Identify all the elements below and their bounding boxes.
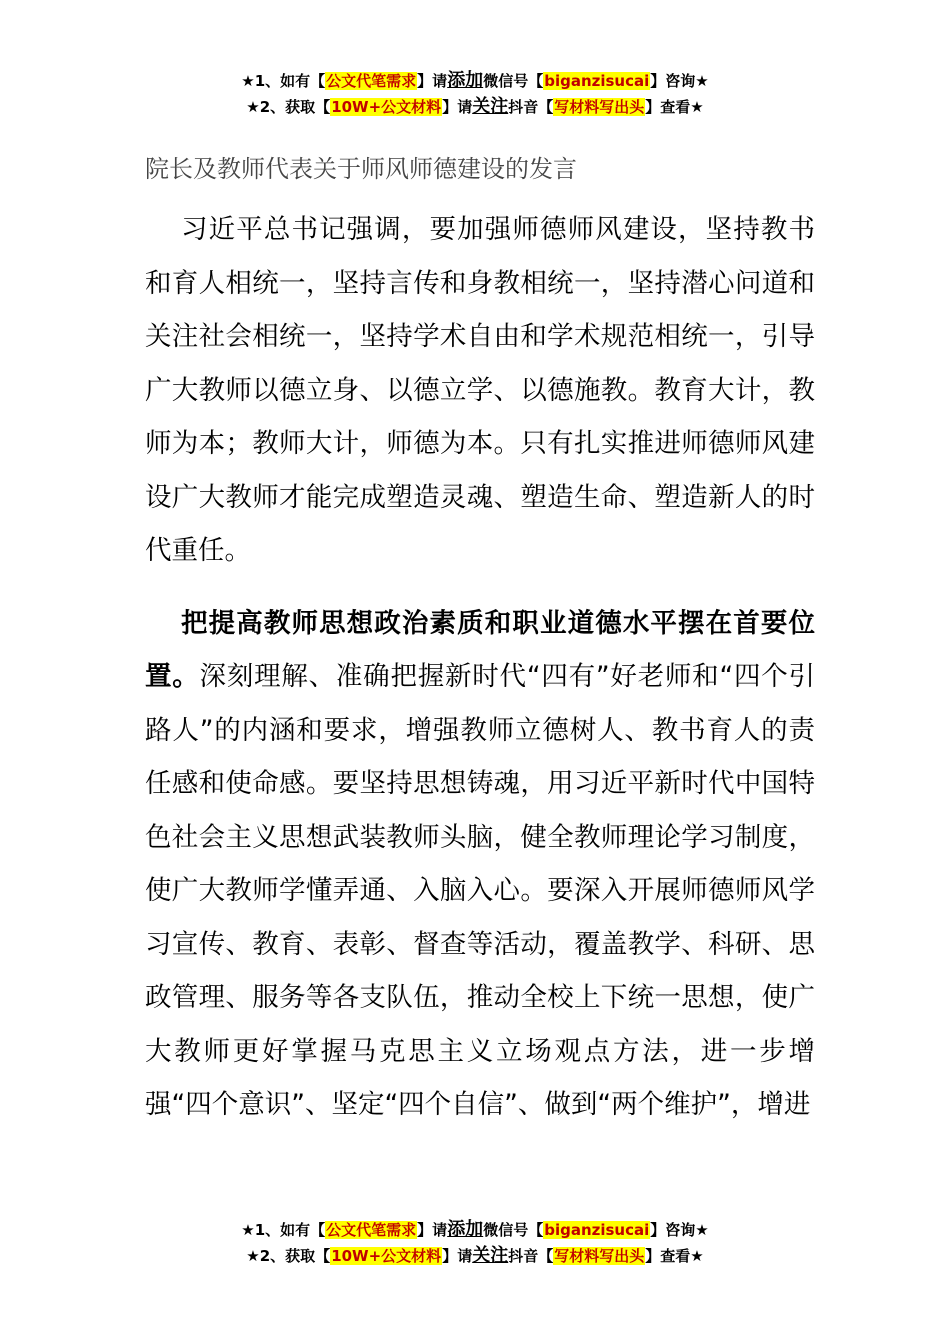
highlight-douyin-account: 写材料写出头 (554, 98, 645, 116)
highlight-service: 公文代笔需求 (326, 1221, 417, 1239)
header-banner (0, 68, 950, 120)
banner-line-1: ★1、如有【公文代笔需求】请添加微信号【biganzisucai】咨询★ (241, 70, 709, 91)
document-body (145, 145, 815, 1132)
highlight-service: 公文代笔需求 (326, 72, 417, 90)
banner-line-2: ★2、获取【10W+公文材料】请关注抖音【写材料写出头】查看★ (246, 1245, 704, 1266)
paragraph-2-body: 深刻理解、准确把握新时代“四有”好老师和“四个引路人”的内涵和要求，增强教师立德树人、教书育人的责任感和使命感。要坚持思想铸魂，用习近平新时代中国特色社会主义思想武装教师头脑，健全教师理论学习制度，使广大教师学懂弄通、入脑入心。要深入开展师德师风学习宣传、教育、表彰、督查等活动，覆盖教学、科研、思政管理、服务等各支队伍，推动全校上下统一思想，使广大教师更好掌握马克思主义立场观点方法，进一步增强“四个意识”、坚定“四个自信”、做到“两个维护”，增进 (145, 661, 816, 1120)
star-icon: ★ (246, 1247, 260, 1265)
highlight-douyin-account: 写材料写出头 (554, 1247, 645, 1265)
underline-add: 添加 (447, 70, 484, 91)
star-icon: ★ (241, 1221, 255, 1239)
paragraph-2 (145, 597, 815, 1132)
banner-line-1: ★1、如有【公文代笔需求】请添加微信号【biganzisucai】咨询★ (241, 1219, 709, 1240)
paragraph-1: 习近平总书记强调，要加强师德师风建设，坚持教书和育人相统一，坚持言传和身教相统一，坚持潜心问道和关注社会相统一，坚持学术自由和学术规范相统一，引导广大教师以德立身、以德立学、以德施教。教育大计，教师为本；教师大计，师德为本。只有扎实推进师德师风建设广大教师才能完成塑造灵魂、塑造生命、塑造新人的时代重任。 (145, 214, 815, 566)
paragraph-2-heading: 把提高教师思想政治素质和职业道德水平摆在首要位置。 (145, 607, 815, 692)
underline-follow: 关注 (472, 1245, 509, 1266)
banner-line-2: ★2、获取【10W+公文材料】请关注抖音【写材料写出头】查看★ (246, 96, 704, 117)
underline-follow: 关注 (472, 96, 509, 117)
highlight-wechat-id: biganzisucai (544, 1221, 650, 1239)
highlight-materials: 10W+公文材料 (331, 1247, 442, 1265)
star-icon: ★ (241, 72, 255, 90)
highlight-wechat-id: biganzisucai (544, 72, 650, 90)
document-title: 院长及教师代表关于师风师德建设的发言 (145, 155, 577, 183)
highlight-materials: 10W+公文材料 (331, 98, 442, 116)
underline-add: 添加 (447, 1219, 484, 1240)
star-icon: ★ (246, 98, 260, 116)
footer-banner (0, 1217, 950, 1269)
